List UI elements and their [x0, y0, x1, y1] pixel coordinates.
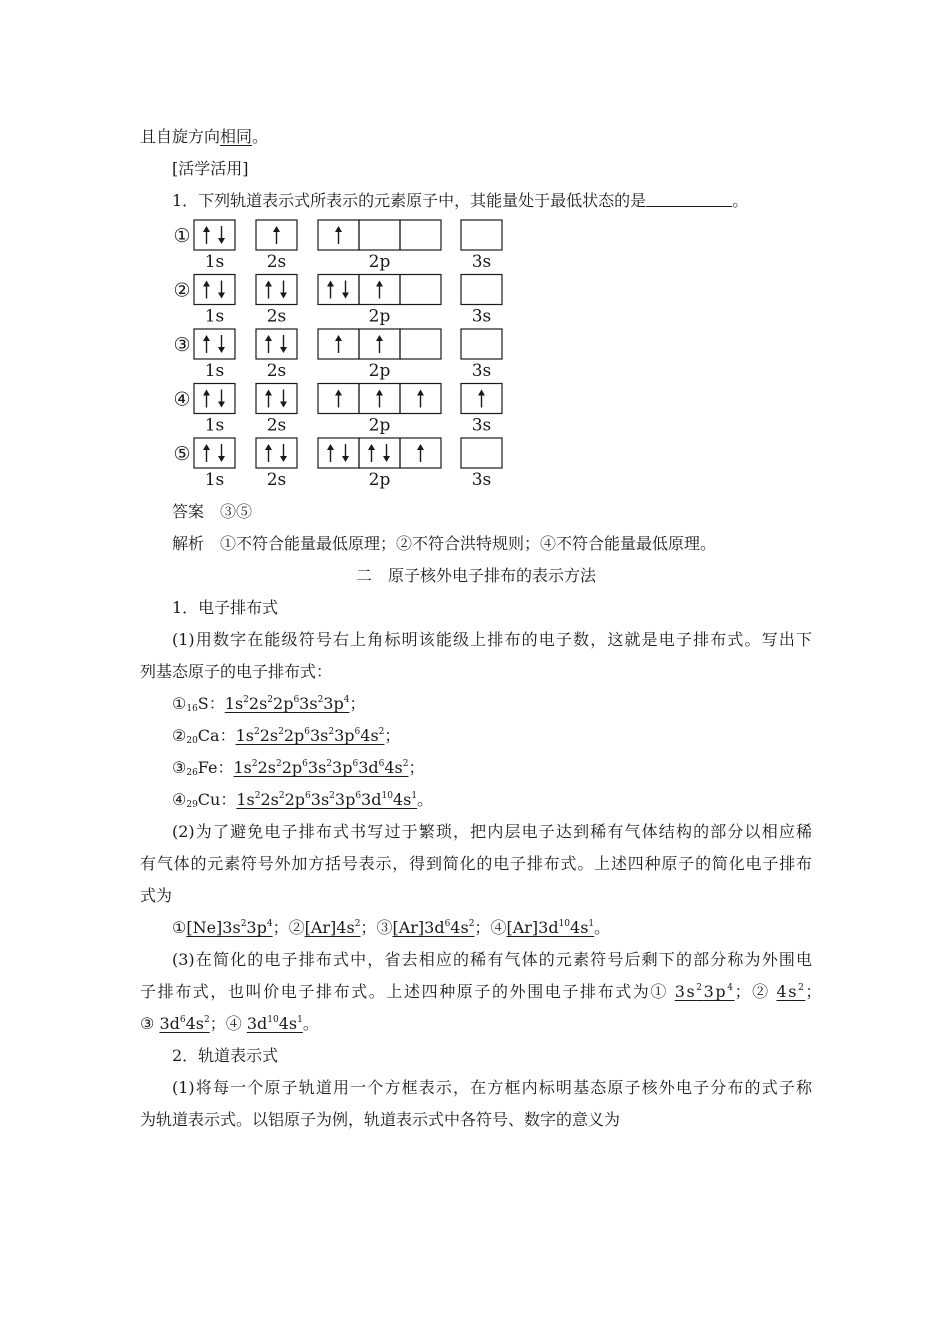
answer-line [172, 502, 844, 522]
config-calcium: $②_{20}Ca$：$1s^22s^22p^63s^23p^64s^2$； [172, 726, 401, 746]
orbital-label-3s: 3s [471, 470, 492, 490]
orbital-box [194, 329, 235, 359]
orbital-label-1s: 1s [204, 361, 225, 381]
paragraph-4-line-1: (1)将每一个原子轨道用一个方框表示，在方框内标明基态原子核外电子分布的式子称 [172, 1078, 812, 1097]
orbital-box [400, 275, 441, 305]
orbital-box [194, 220, 235, 250]
paragraph-2-line-2: 有气体的元素符号外加方括号表示，得到简化的电子排布式。上述四种原子的简化电子排布 [140, 854, 812, 873]
orbital-label-3s: 3s [471, 306, 492, 327]
orbital-label-2p: 2p [368, 415, 391, 436]
orbital-box [194, 275, 235, 305]
paragraph-1-line-1: (1)用数字在能级符号右上角标明该能级上排布的电子数，这就是电子排布式。写出下 [172, 630, 812, 649]
orbital-row-number: ① [173, 225, 191, 247]
simplified-configs: $①[Ne]3s^23p^4$；$②[Ar]4s^2$；$③[Ar]3d^64s^2$；$④[Ar]3d^{10}4s^1$。 [172, 918, 611, 937]
config-iron-value: $1s^22s^22p^63s^23p^63d^64s^2$ [233, 758, 409, 777]
paragraph-3-line-3: ③ $3d^64s^2$；④ $3d^{10}4s^1$。 [140, 1014, 319, 1033]
orbital-box [256, 329, 297, 359]
orbital-box [256, 384, 297, 414]
orbital-row-4 [173, 384, 502, 436]
analysis-text: ①不符合能量最低原理；②不符合洪特规则；④不符合能量最低原理。 [220, 534, 717, 553]
paragraph-4-line-2: 为轨道表示式。以铝原子为例，轨道表示式中各符号、数字的意义为 [140, 1110, 621, 1129]
orbital-label-3s: 3s [471, 361, 492, 381]
orbital-box [461, 275, 502, 305]
orbital-box [318, 438, 359, 468]
paragraph-3-line-2: 子排布式，也叫价电子排布式。上述四种原子的外围电子排布式为① $3s^23p^4$；② $4s^2$； [140, 982, 823, 1001]
orbital-label-2p: 2p [368, 252, 391, 272]
orbital-label-2p: 2p [368, 361, 391, 381]
orbital-row-number: ② [173, 279, 191, 302]
orbital-box [400, 329, 441, 359]
analysis-line [172, 534, 844, 554]
orbital-label-1s: 1s [204, 470, 225, 490]
orbital-box [400, 220, 441, 250]
config-copper-value: $1s^22s^22p^63s^23p^63d^{10}4s^1$ [236, 790, 418, 809]
config-copper: $④_{29}Cu$：$1s^22s^22p^63s^23p^63d^{10}4s^1$。 [172, 790, 434, 810]
orbital-row-number: ⑤ [173, 443, 191, 465]
orbital-label-3s: 3s [471, 415, 492, 436]
orbital-box [461, 220, 502, 250]
config-iron: $③_{26}Fe$：$1s^22s^22p^63s^23p^63d^64s^2$； [172, 758, 425, 778]
orbital-row-1 [173, 220, 502, 272]
question-line: 1．下列轨道表示式所表示的元素原子中，其能量处于最低状态的是 。 [172, 191, 749, 210]
intro-text: 且自旋方向 [140, 127, 221, 146]
config-calcium-value: $1s^22s^22p^63s^23p^64s^2$ [235, 726, 385, 745]
paragraph-2-line-1: (2)为了避免电子排布式书写过于繁琐，把内层电子达到稀有气体结构的部分以相应稀 [172, 822, 812, 841]
orbital-label-2s: 2s [266, 306, 287, 327]
orbital-row-2 [173, 275, 502, 327]
orbital-box [256, 275, 297, 305]
orbital-box [461, 438, 502, 468]
subheading-2: 2．轨道表示式 [172, 1046, 279, 1065]
orbital-box [318, 275, 359, 305]
config-sulfur-value: $1s^22s^22p^63s^23p^4$ [224, 694, 350, 713]
analysis-label: 解析 [172, 534, 205, 553]
section-label: [活学活用] [172, 159, 249, 178]
orbital-label-2s: 2s [266, 415, 287, 436]
config-sulfur: $①_{16}S$：$1s^22s^22p^63s^23p^4$； [172, 694, 366, 714]
paragraph-1-line-2: 列基态原子的电子排布式： [140, 662, 333, 681]
orbital-box [359, 220, 400, 250]
orbital-row-3 [173, 329, 502, 381]
orbital-label-2p: 2p [368, 306, 391, 327]
orbital-box [256, 438, 297, 468]
orbital-label-1s: 1s [204, 415, 225, 436]
orbital-box [359, 438, 400, 468]
paragraph-3-line-1: (3)在简化的电子排布式中，省去相应的稀有气体的元素符号后剩下的部分称为外围电 [172, 950, 812, 969]
answer-label: 答案 [172, 502, 205, 521]
orbital-diagrams [0, 0, 950, 500]
subheading-1: 1．电子排布式 [172, 598, 279, 617]
orbital-label-3s: 3s [471, 252, 492, 272]
paragraph-2-line-3: 式为 [140, 886, 173, 905]
orbital-label-1s: 1s [204, 306, 225, 327]
question-text: 1．下列轨道表示式所表示的元素原子中，其能量处于最低状态的是 [172, 191, 647, 210]
orbital-row-number: ④ [173, 388, 191, 411]
orbital-box [461, 329, 502, 359]
section-heading: 二 原子核外电子排布的表示方法 [355, 566, 596, 585]
orbital-row-5 [173, 438, 502, 490]
orbital-row-number: ③ [173, 334, 191, 356]
intro-line: 且自旋方向相同。 [140, 127, 269, 146]
orbital-label-2s: 2s [266, 252, 287, 272]
orbital-label-1s: 1s [204, 252, 225, 272]
orbital-label-2s: 2s [266, 470, 287, 490]
answer-value: ③⑤ [220, 502, 253, 521]
orbital-label-2p: 2p [368, 470, 391, 490]
intro-answer: 相同 [220, 127, 253, 146]
orbital-box [194, 384, 235, 414]
orbital-label-2s: 2s [266, 361, 287, 381]
orbital-box [194, 438, 235, 468]
